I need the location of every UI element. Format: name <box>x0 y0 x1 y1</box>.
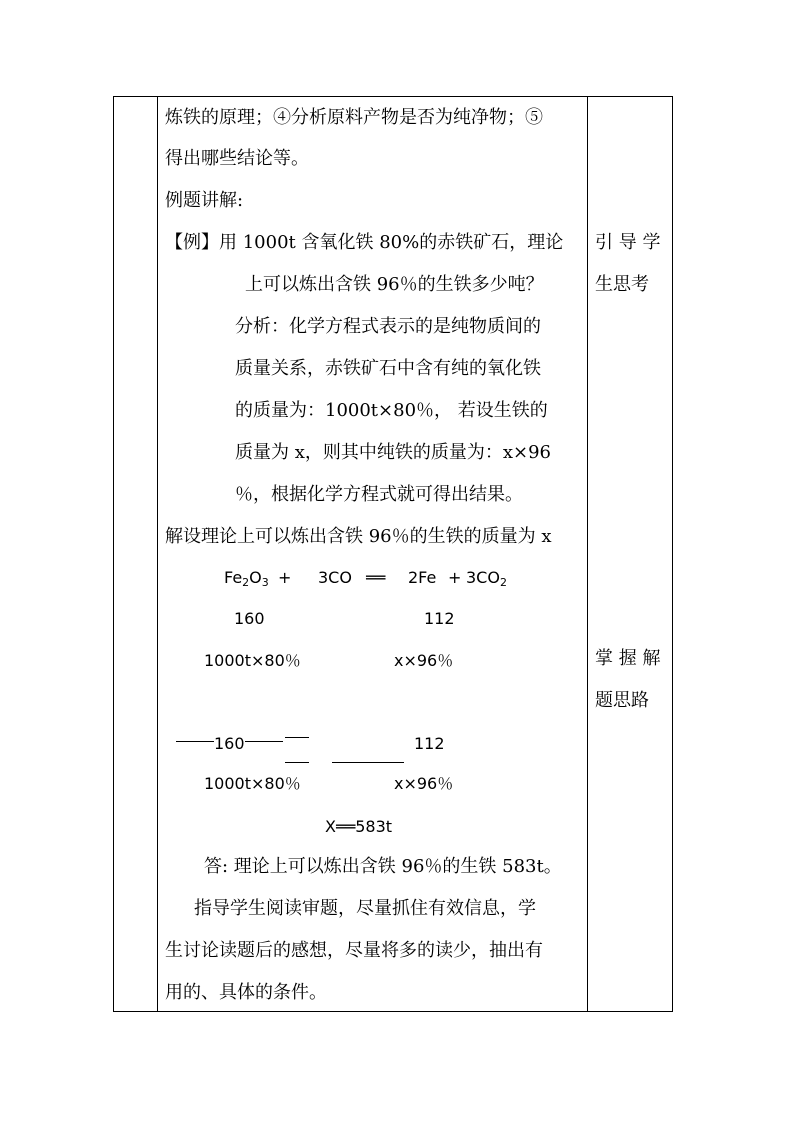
quantity-left: 1000t×80％ <box>204 651 301 670</box>
example-line-2: 上可以炼出含铁 96％的生铁多少吨？ <box>245 274 544 295</box>
equation-product-1: 2Fe <box>408 568 437 587</box>
ratio-denominator-left: 1000t×80％ <box>204 774 301 793</box>
fraction-line-mark-top <box>285 737 309 738</box>
ratio-denominator-right: x×96％ <box>394 774 454 793</box>
equation-product-2: $3CO_2$ <box>466 568 507 589</box>
analysis-line-4: 质量为 x，则其中纯铁的质量为：x×96 <box>235 442 552 463</box>
guide-line-2: 生讨论读题后的感想，尽量将多的读少，抽出有 <box>165 940 543 961</box>
side-note-1-line-2: 生思考 <box>595 274 649 295</box>
quantity-right: x×96％ <box>394 651 454 670</box>
ratio-numerator-right: 112 <box>414 734 445 753</box>
analysis-line-2: 质量关系，赤铁矿石中含有纯的氧化铁 <box>235 358 541 379</box>
guide-line-3: 用的、具体的条件。 <box>165 982 327 1003</box>
fraction-line-mark-bottom <box>285 762 309 763</box>
molar-mass-right: 112 <box>424 609 455 628</box>
ratio-numerator-left: 160 <box>214 734 245 753</box>
intro-line-1: 炼铁的原理；④分析原料产物是否为纯净物；⑤ <box>165 107 543 128</box>
equation-reactant-1: $Fe_2O_3$ <box>224 568 269 589</box>
answer-line: 答: 理论上可以炼出含铁 96％的生铁 583t。 <box>204 856 562 877</box>
fraction-line-left-b <box>245 741 283 742</box>
example-line-1: 【例】用 1000t 含氧化铁 80%的赤铁矿石，理论 <box>165 232 564 253</box>
guide-line-1: 指导学生阅读审题，尽量抓住有效信息，学 <box>194 898 536 919</box>
side-note-1-line-1: 引 导 学 <box>595 232 661 253</box>
molar-mass-left: 160 <box>234 609 265 628</box>
intro-line-2: 得出哪些结论等。 <box>165 148 309 169</box>
analysis-line-3: 的质量为：1000t×80％， 若设生铁的 <box>235 400 548 421</box>
analysis-line-5: ％，根据化学方程式就可得出结果。 <box>235 484 523 505</box>
column-divider-left <box>157 97 158 1011</box>
analysis-line-1: 分析：化学方程式表示的是纯物质间的 <box>235 316 541 337</box>
example-heading: 例题讲解: <box>165 190 244 211</box>
solution-setup: 解设理论上可以炼出含铁 96％的生铁的质量为 x <box>165 526 552 547</box>
equation-reactant-2: 3CO <box>318 568 352 587</box>
fraction-line-right <box>332 762 404 763</box>
side-note-2-line-2: 题思路 <box>595 690 649 711</box>
side-note-2-line-1: 掌 握 解 <box>595 648 661 669</box>
result-line: X══583t <box>325 817 393 836</box>
column-divider-right <box>587 97 588 1011</box>
fraction-line-left-a <box>176 741 214 742</box>
equation-equals: ══ <box>366 568 386 587</box>
equation-plus-2: + <box>448 568 462 587</box>
equation-plus-1: + <box>278 568 292 587</box>
